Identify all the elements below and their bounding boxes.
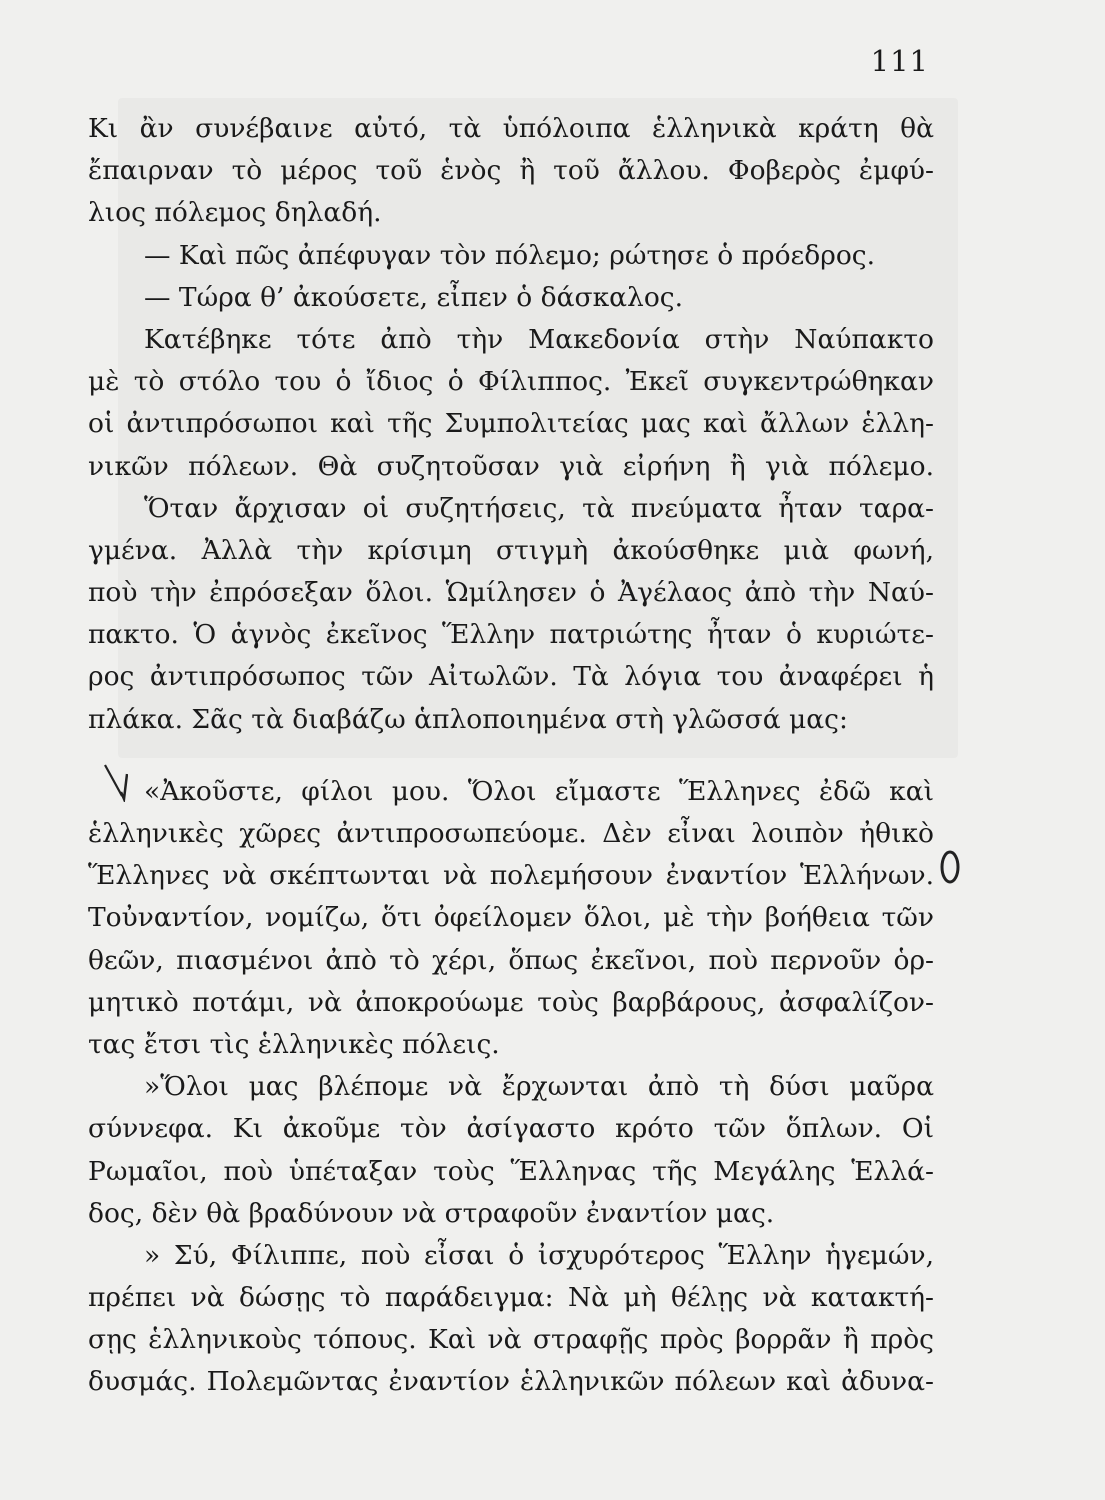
text-line: Κατέβηκε τότε ἀπὸ τὴν Μακεδονία στὴν Ναύπακτο bbox=[144, 323, 934, 355]
text-line: Κι ἂν συνέβαινε αὐτό, τὰ ὑπόλοιπα ἑλληνικὰ κράτη θὰ bbox=[88, 113, 934, 144]
text-line: ἑλληνικὲς χῶρες ἀντιπροσωπεύομε. Δὲν εἶναι λοιπὸν ἠθικὸ bbox=[88, 818, 934, 849]
page-number: 111 bbox=[870, 44, 929, 78]
text-line: «Ἀκοῦστε, φίλοι μου. Ὅλοι εἴμαστε Ἕλληνες ἐδῶ καὶ bbox=[144, 775, 934, 807]
text-line: Ἕλληνες νὰ σκέπτωνται νὰ πολεμήσουν ἐναντίον Ἑλλήνων. bbox=[88, 860, 934, 892]
text-line: νικῶν πόλεων. Θὰ συζητοῦσαν γιὰ εἰρήνη ἢ γιὰ πόλεμο. bbox=[88, 450, 934, 482]
text-line: Ὅταν ἄρχισαν οἱ συζητήσεις, τὰ πνεύματα ἦταν ταρα- bbox=[144, 492, 934, 524]
text-line: τας ἔτσι τὶς ἑλληνικὲς πόλεις. bbox=[88, 1028, 500, 1060]
text-line: μὲ τὸ στόλο του ὁ ἴδιος ὁ Φίλιππος. Ἐκεῖ συγκεντρώθηκαν bbox=[88, 366, 934, 398]
text-line: οἱ ἀντιπρόσωποι καὶ τῆς Συμπολιτείας μας καὶ ἄλλων ἑλλη- bbox=[88, 408, 934, 440]
text-line: — Τώρα θ’ ἀκούσετε, εἶπεν ὁ δάσκαλος. bbox=[144, 281, 684, 313]
text-line: δος, δὲν θὰ βραδύνουν νὰ στραφοῦν ἐναντίον μας. bbox=[88, 1197, 775, 1229]
text-line: μητικὸ ποτάμι, νὰ ἀποκρούωμε τοὺς βαρβάρους, ἀσφαλίζον- bbox=[88, 986, 934, 1018]
text-line: πλάκα. Σᾶς τὰ διαβάζω ἁπλοποιημένα στὴ γλῶσσά μας: bbox=[88, 703, 848, 735]
text-line: — Καὶ πῶς ἀπέφυγαν τὸν πόλεμο; ρώτησε ὁ πρόεδρος. bbox=[144, 239, 876, 271]
text-line: πρέπει νὰ δώσῃς τὸ παράδειγμα: Νὰ μὴ θέλῃς νὰ κατακτή- bbox=[88, 1282, 934, 1314]
text-line: λιος πόλεμος δηλαδή. bbox=[88, 197, 382, 229]
text-line: ἔπαιρναν τὸ μέρος τοῦ ἑνὸς ἢ τοῦ ἄλλου. Φοβερὸς ἐμφύ- bbox=[88, 155, 934, 187]
text-line: γμένα. Ἀλλὰ τὴν κρίσιμη στιγμὴ ἀκούσθηκε μιὰ φωνή, bbox=[88, 534, 934, 566]
text-line: Ρωμαῖοι, ποὺ ὑπέταξαν τοὺς Ἕλληνας τῆς Μεγάλης Ἑλλά- bbox=[88, 1155, 934, 1187]
text-line: σύννεφα. Κι ἀκοῦμε τὸν ἀσίγαστο κρότο τῶν ὅπλων. Οἱ bbox=[88, 1113, 934, 1145]
paragraph-gap bbox=[88, 741, 934, 771]
text-line: ποὺ τὴν ἐπρόσεξαν ὅλοι. Ὡμίλησεν ὁ Ἀγέλαος ἀπὸ τὴν Ναύ- bbox=[88, 577, 934, 609]
text-line: δυσμάς. Πολεμῶντας ἐναντίον ἑλληνικῶν πόλεων καὶ ἀδυνα- bbox=[88, 1366, 934, 1398]
text-line: » Σύ, Φίλιππε, ποὺ εἶσαι ὁ ἰσχυρότερος Ἕλλην ἡγεμών, bbox=[144, 1239, 934, 1271]
text-line: θεῶν, πιασμένοι ἀπὸ τὸ χέρι, ὅπως ἐκεῖνοι, ποὺ περνοῦν ὁρ- bbox=[88, 944, 934, 976]
text-line: ρος ἀντιπρόσωπος τῶν Αἰτωλῶν. Τὰ λόγια του ἀναφέρει ἡ bbox=[88, 661, 934, 693]
margin-loop-mark-icon bbox=[938, 848, 962, 886]
body-text bbox=[88, 108, 934, 1404]
text-line: »Ὅλοι μας βλέπομε νὰ ἔρχωνται ἀπὸ τὴ δύσι μαῦρα bbox=[144, 1071, 934, 1103]
text-line: πακτο. Ὁ ἁγνὸς ἐκεῖνος Ἕλλην πατριώτης ἦταν ὁ κυριώτε- bbox=[88, 619, 934, 651]
text-line: σῃς ἑλληνικοὺς τόπους. Καὶ νὰ στραφῇς πρὸς βορρᾶν ἢ πρὸς bbox=[88, 1324, 934, 1356]
text-line: Τοὐναντίον, νομίζω, ὅτι ὀφείλομεν ὅλοι, μὲ τὴν βοήθεια τῶν bbox=[88, 902, 934, 934]
